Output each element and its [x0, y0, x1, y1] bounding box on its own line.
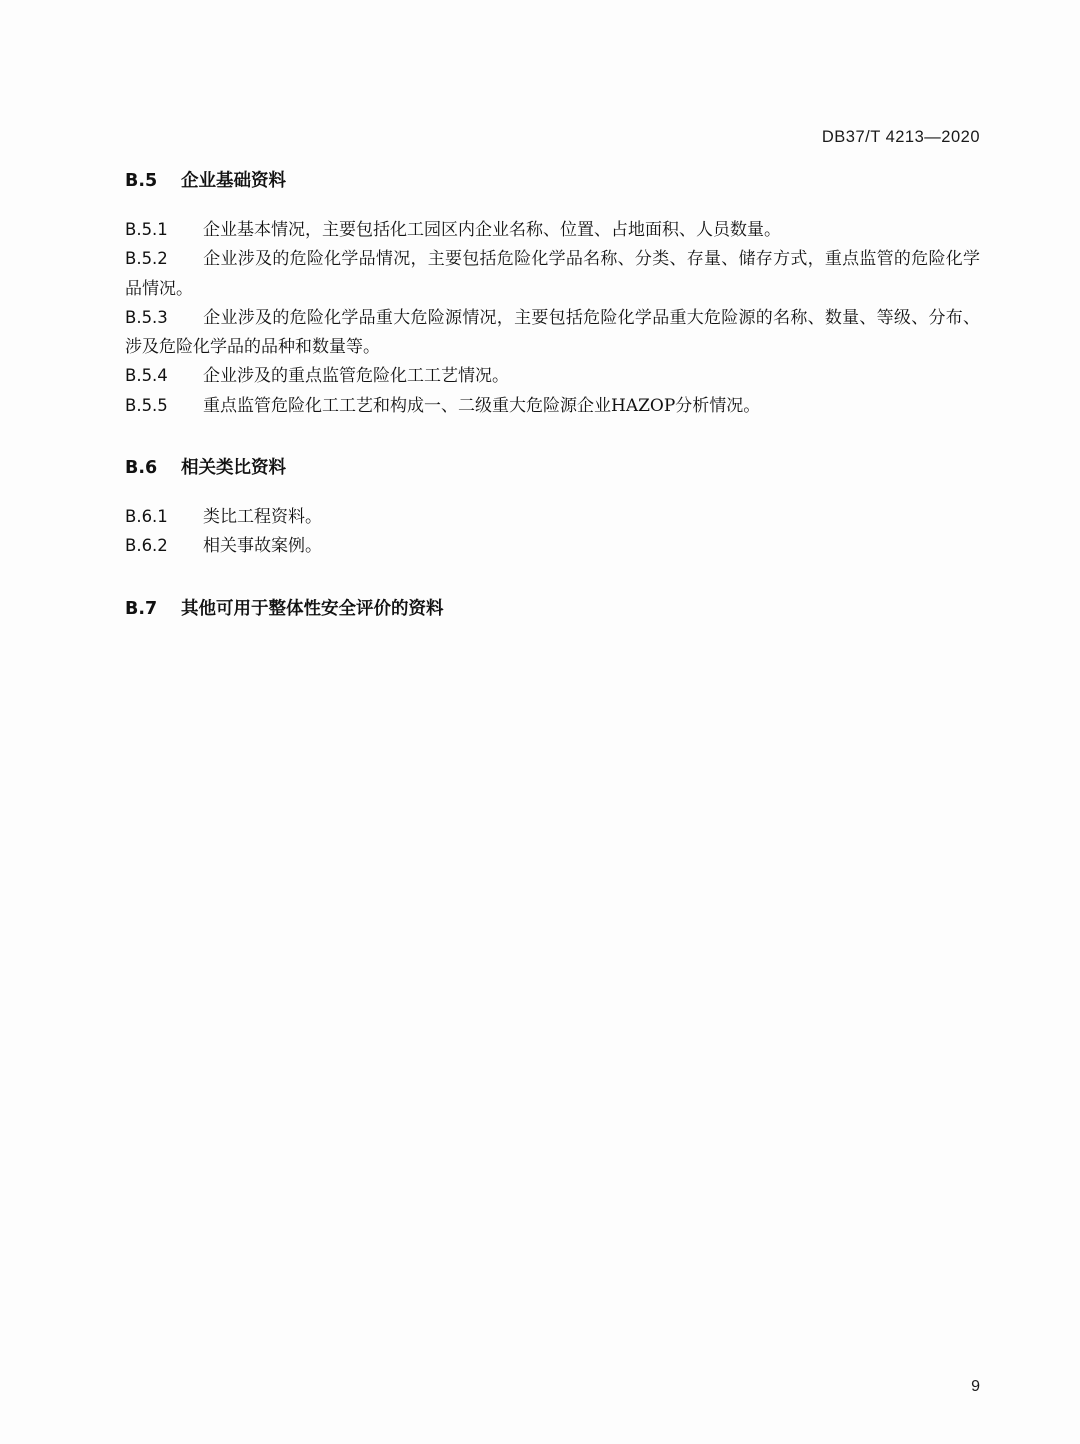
- section-heading: [125, 168, 980, 194]
- clause-text: 相关事故案例。: [203, 536, 322, 557]
- page-header: [822, 128, 980, 147]
- clause-paragraph: [125, 532, 980, 561]
- page-footer: [971, 1378, 980, 1396]
- clause-number: B.5.5: [125, 395, 168, 415]
- section-b6: [125, 455, 980, 562]
- clause-text: 企业涉及的危险化学品重大危险源情况，主要包括危险化学品重大危险源的名称、数量、等级、分布、涉及危险化学品的品种和数量等。: [125, 307, 980, 358]
- clause-paragraph: [125, 216, 980, 245]
- section-number: B.5: [125, 171, 158, 191]
- standard-code: DB37/T 4213—2020: [821, 128, 980, 146]
- section-number: B.6: [125, 457, 158, 478]
- page-number: 9: [971, 1378, 980, 1395]
- page-content-area: [125, 0, 980, 1444]
- clause-number: B.5.2: [125, 249, 168, 269]
- clause-paragraph: [125, 304, 980, 362]
- section-number: B.7: [125, 598, 158, 619]
- section-b5: [125, 168, 980, 421]
- document-body: [125, 168, 980, 622]
- clause-number: B.6.2: [125, 536, 168, 556]
- clause-paragraph: [125, 392, 980, 421]
- clause-text: 重点监管危险化工工艺和构成一、二级重大危险源企业HAZOP分析情况。: [203, 395, 761, 416]
- spacer: [125, 194, 980, 216]
- section-heading: [125, 455, 980, 481]
- clause-text: 企业基本情况，主要包括化工园区内企业名称、位置、占地面积、人员数量。: [203, 220, 781, 241]
- clause-paragraph: [125, 362, 980, 391]
- clause-number: B.5.4: [125, 366, 168, 386]
- clause-text: 企业涉及的重点监管危险化工工艺情况。: [203, 366, 509, 387]
- spacer: [125, 481, 980, 503]
- clause-number: B.6.1: [125, 507, 168, 527]
- section-title: 相关类比资料: [181, 457, 286, 478]
- section-title: 其他可用于整体性安全评价的资料: [181, 598, 444, 619]
- clause-number: B.5.1: [125, 220, 168, 240]
- spacer: [125, 421, 980, 455]
- section-title: 企业基础资料: [181, 171, 286, 191]
- clause-text: 企业涉及的危险化学品情况，主要包括危险化学品名称、分类、存量、储存方式，重点监管的危险化学品情况。: [125, 249, 980, 299]
- section-b7: [125, 596, 980, 622]
- clause-paragraph: [125, 503, 980, 532]
- spacer: [125, 562, 980, 596]
- clause-paragraph: [125, 245, 980, 303]
- section-heading: [125, 596, 980, 622]
- clause-number: B.5.3: [125, 307, 168, 327]
- clause-text: 类比工程资料。: [203, 507, 322, 528]
